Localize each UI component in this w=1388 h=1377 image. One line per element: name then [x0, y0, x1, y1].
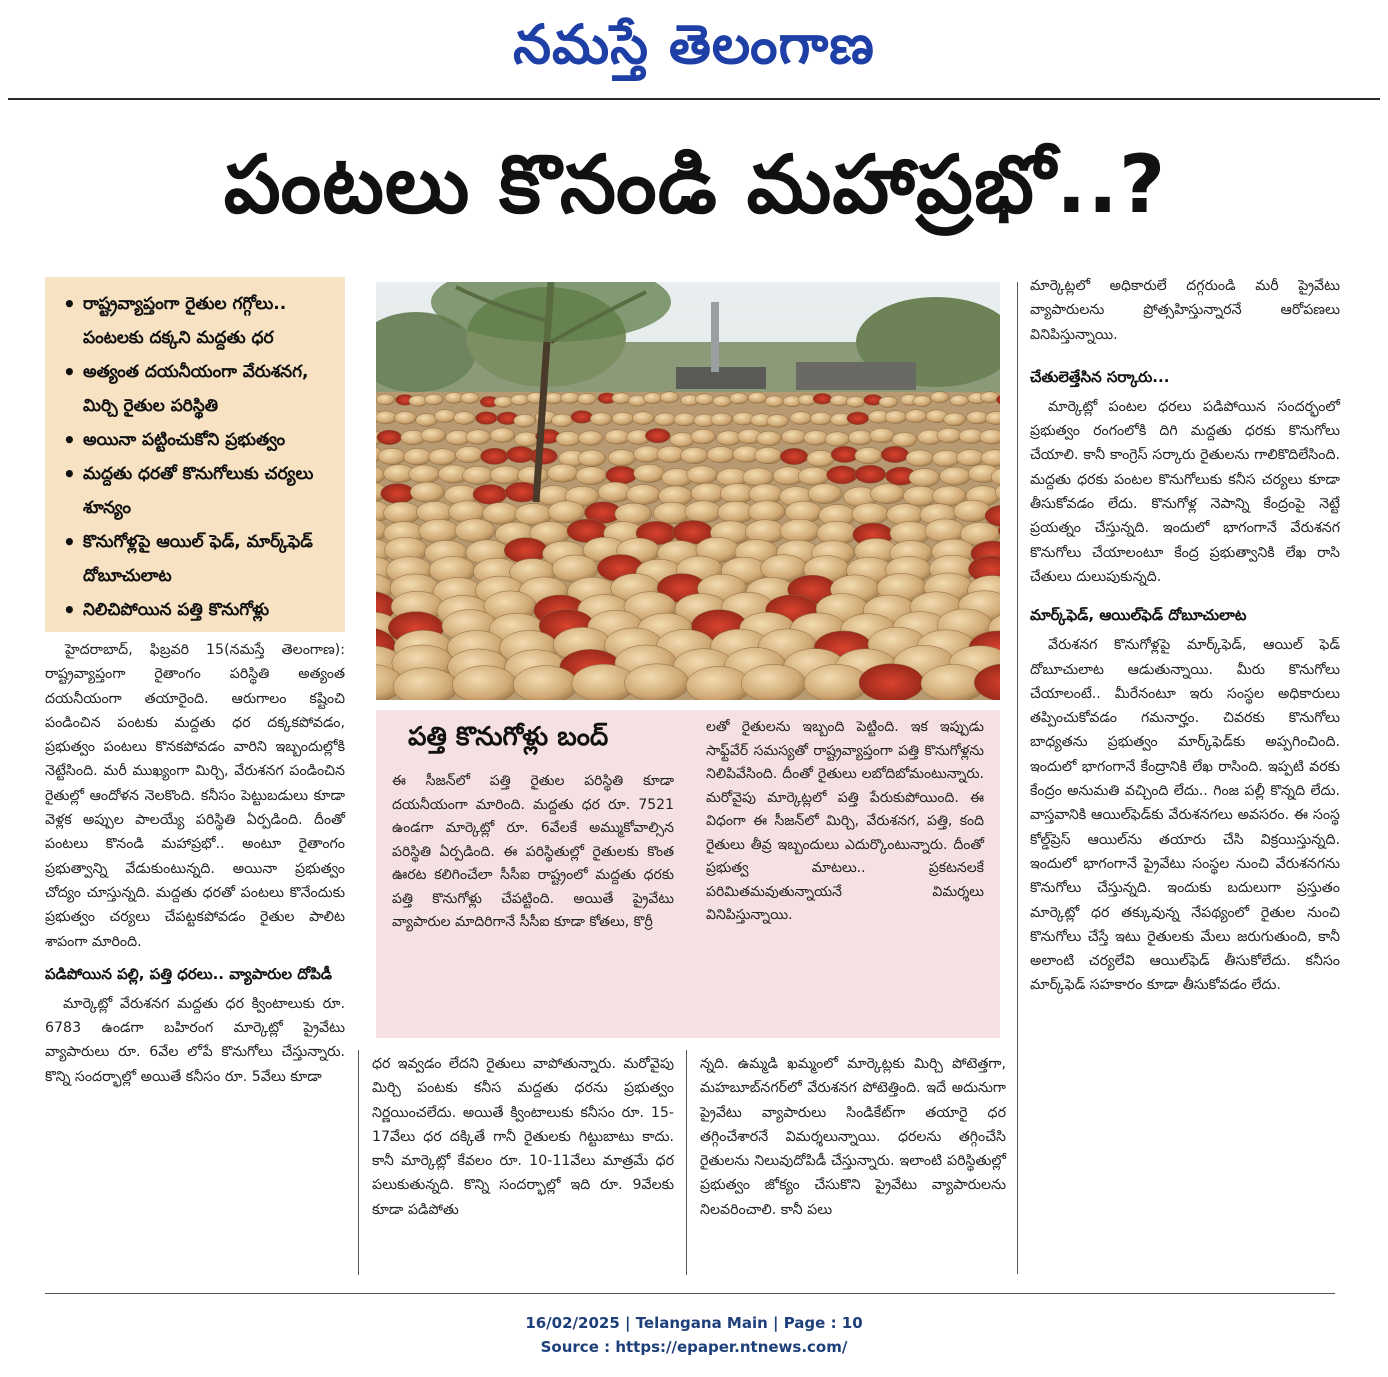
jute-sack	[466, 430, 491, 445]
jute-sack	[483, 503, 520, 525]
jute-sack	[717, 431, 742, 446]
footer-divider	[45, 1293, 1335, 1294]
chili-pile	[827, 466, 858, 484]
jute-sack	[748, 392, 767, 403]
page-headline: పంటలు కొనండి మహాప్రభో..?	[223, 138, 1167, 231]
jute-sack	[852, 503, 889, 525]
section-subhead: చేతులెత్తేసిన సర్కారు...	[1030, 367, 1170, 386]
chili-pile	[859, 664, 924, 700]
jute-sack	[419, 519, 459, 543]
jute-sack	[848, 430, 873, 445]
jute-sack	[940, 467, 971, 485]
jute-sack	[754, 447, 782, 463]
jute-sack	[455, 519, 495, 543]
chili-pile	[571, 411, 593, 424]
article-column-1	[45, 638, 345, 1089]
article-paragraph: వేరుశనగ కొనుగోళ్లపై మార్క్‌ఫెడ్, ఆయిల్ ఫెడ్ దోబూచులాట ఆడుతున్నాయి. మీరు కొనుగోలు చేయాలంటే.. మీరేనంటూ ఇరు సంస్థల అధికారులు తప్పించుకోవడం గమనార్హం. చివరకు కొనుగోలు బాధ్యతను ప్రభుత్వం మార్క్‌ఫెడ్‌కు అప్పగించింది. ఇందులో భాగంగానే కేంద్రానికి లేఖ రాసింది. ఇప్పటి వరకు కేంద్రం అనుమతి వచ్చింది లేదు.. గింజ పల్లీ కొన్నది లేదు. వాస్తవానికి ఆయిల్‌ఫెడ్‌కు వేరుశనగలు అవసరం. ఈ సంస్థ కోల్డ్‌ప్రెస్ ఆయిల్‌ను తయారు చేసి విక్రయిస్తున్నది. ఇందులో భాగంగానే ప్రైవేటు సంస్థల నుంచి వేరుశనగను కొనుగోలు చేస్తున్నది. ఇందుకు బదులుగా ప్రస్తుతం మార్కెట్లో ధర తక్కువున్న నేపథ్యంలో రైతుల నుంచి కొనుగోలు చేస్తే ఇటు రైతులకు మేలు జరుగుతుంది, కానీ అలాంటి చర్యలేవి ఆయిల్‌ఫెడ్ తీసుకోలేదు. కనీసం మార్క్‌ఫెడ్ సహకారం కూడా తీసుకోవడం లేదు.	[1030, 637, 1340, 994]
jute-sack	[612, 393, 631, 404]
jute-sack	[514, 432, 539, 447]
section-subhead: పడిపోయిన పల్లి, పత్తి ధరలు.. వ్యాపారుల దోపిడీ	[45, 964, 333, 983]
jute-sack	[384, 502, 421, 524]
cotton-box-title: పత్తి కొనుగోళ్లు బంద్	[408, 722, 609, 752]
jute-sack	[429, 449, 457, 465]
jute-sack	[930, 392, 949, 403]
cotton-box-column-left: ఈ సీజన్‌లో పత్తి రైతుల పరిస్థితి కూడా దయనీయంగా మారింది. మద్దతు ధర రూ. 7521 ఉండగా మార్కెట్లో రూ. 6వేలకే అమ్ముకోవాల్సిన పరిస్థితి ఏర్పడింది. ఈ పరిస్థితుల్లో రైతులకు కొంత ఊరట కలిగించేలా సీసీఐ రాష్ట్రంలో మద్దతు ధరకు పత్తి కొనుగోళ్లు చేపట్టింది. అయితే ప్రైవేటు వ్యాపారుల మాదిరిగానే సీసీఐ కూడా కోతలు, కొర్రీ	[392, 773, 674, 930]
jute-sack	[798, 467, 829, 485]
jute-sack	[825, 432, 850, 447]
jute-sack	[513, 666, 578, 701]
jute-sack	[906, 450, 934, 466]
jute-sack	[871, 484, 905, 504]
chili-pile	[377, 430, 402, 445]
jute-sack	[713, 396, 732, 407]
jute-sack	[687, 466, 718, 484]
chili-pile	[855, 465, 886, 483]
column-divider	[358, 1050, 359, 1275]
jute-sack	[452, 666, 517, 700]
jute-sack	[905, 410, 927, 423]
jute-sack	[932, 450, 960, 466]
highlight-item: • అయినా పట్టించుకోని ప్రభుత్వం	[61, 423, 339, 457]
jute-sack	[782, 429, 807, 444]
article-paragraph: మార్కెట్లో వేరుశనగ మద్దతు ధర క్వింటాలుకు రూ. 6783 ఉండగా బహిరంగ మార్కెట్లో ప్రైవేటు వ్యాపారులు రూ. 6వేల లోపే కొనుగోలు చేస్తున్నారు. కొన్ని సందర్భాల్లో అయితే కనీసం రూ. 5వేలు కూడా	[45, 995, 345, 1085]
jute-sack	[892, 432, 917, 447]
chili-pile	[481, 448, 509, 464]
jute-sack	[590, 413, 612, 426]
jute-sack	[846, 396, 865, 407]
column-divider	[1017, 282, 1018, 1274]
jute-sack	[409, 465, 440, 483]
jute-sack	[980, 392, 999, 403]
highlight-item: • అత్యంత దయనీయంగా వేరుశనగ, మిర్చి రైతుల పరిస్థితి	[61, 355, 339, 423]
jute-sack	[909, 469, 940, 487]
jute-sack	[967, 411, 989, 424]
jute-sack	[743, 468, 774, 486]
section-subhead: మార్క్‌ఫెడ్, ఆయిల్‌ఫెడ్ దోబూచులాట	[1030, 606, 1247, 625]
jute-sack	[376, 394, 395, 405]
chili-pile	[881, 446, 909, 462]
jute-sack	[674, 413, 696, 426]
jute-sack	[578, 450, 606, 466]
highlight-item: • కొనుగోళ్లపై ఆయిల్ ఫెడ్, మార్క్‌ఫెడ్ దోబూచులాట	[61, 525, 339, 593]
chili-pile	[530, 448, 558, 464]
article-intro-paragraph: హైదరాబాద్, ఫిబ్రవరి 15(నమస్తే తెలంగాణ): రాష్ట్రవ్యాప్తంగా రైతాంగం పరిస్థితి అత్యంత దయనీయంగా తయారైంది. ఆరుగాలం కష్టించి పండించిన పంటకు మద్దతు ధర దక్కకపోవడం, ప్రభుత్వం పంటలు కొనకపోవడం వారిని ఇబ్బందుల్లోకి నెట్టేసింది. మరీ ముఖ్యంగా మిర్చి, వేరుశనగ పండించిన రైతుల్లో ఆందోళన నెలకొంది. కనీసం పెట్టుబడులు కూడా వెళ్లక అప్పుల పాలయ్యే పరిస్థితి ఏర్పడింది. దీంతో పంటలు కొనండి మహాప్రభో.. అంటూ రైతాంగం ప్రభుత్వాన్ని వేడుకుంటున్నది. అయినా ప్రభుత్వం చోద్యం చూస్తున్నది. మద్దతు ధరతో పంటలు కొనేందుకు ప్రభుత్వం చర్యలు చేపట్టకపోవడం రైతుల పాలిట శాపంగా మారింది.	[45, 642, 345, 950]
jute-sack	[395, 411, 417, 424]
jute-sack	[950, 395, 969, 406]
jute-sack	[711, 413, 733, 426]
jute-sack	[810, 412, 832, 425]
jute-sack	[518, 466, 549, 484]
jute-sack	[937, 428, 962, 443]
jute-sack	[830, 395, 849, 406]
jute-sack	[551, 414, 573, 427]
jute-sack	[913, 396, 932, 407]
jute-sack	[644, 393, 663, 404]
jute-sack	[691, 483, 725, 503]
cotton-box-column-right: లతో రైతులను ఇబ్బంది పెట్టింది. ఇక ఇప్పుడు సాఫ్ట్‌వేర్ సమస్యతో రాష్ట్రవ్యాప్తంగా పత్తి కొనుగోళ్లను నిలిపివేసింది. దీంతో రైతులు లబోదిబోమంటున్నారు. మరోవైపు మార్కెట్లలో పత్తి పేరుకుపోయింది. ఈ విధంగా ఈ సీజన్‌లో మిర్చి, వేరుశనగ, పత్తి, కంది రైతులు తీవ్ర ఇబ్బందులు ఎదుర్కొంటున్నారు. దీంతో ప్రభుత్వ మాటలు.. ప్రకటనలకే పరిమితమవుతున్నాయనే విమర్శలు వినిపిస్తున్నాయి.	[706, 719, 984, 923]
jute-sack	[632, 412, 654, 425]
jute-sack	[790, 412, 812, 425]
jute-sack	[548, 501, 585, 523]
jute-sack	[612, 412, 634, 425]
article-column-3: న్నది. ఉమ్మడి ఖమ్మంలో మార్కెట్లకు మిర్చి పోటెత్తగా, మహబూబ్‌నగర్‌లో వేరుశనగ పోటెత్తింది. ఇదే అదునుగా ప్రైవేటు వ్యాపారులు సిండికేట్‌గా తయారై ధర తగ్గించేశారనే విమర్శలున్నాయి. ధరలను తగ్గించేసి రైతులను నిలువుదోపిడీ చేస్తున్నారు. ఇలాంటి పరిస్థితుల్లో ప్రభుత్వం జోక్యం చేసుకొని ప్రైవేటు వ్యాపారులను నిలవరించాలి. కానీ పలు	[700, 1056, 1006, 1218]
chili-pile	[780, 448, 808, 464]
jute-sack	[424, 394, 443, 405]
jute-sack	[576, 467, 607, 485]
jute-sack	[780, 519, 820, 543]
jute-sack	[490, 466, 521, 484]
jute-sack	[434, 410, 456, 423]
article-paragraph: మార్కెట్లో పంటల ధరలు పడిపోయిన సందర్భంలో ప్రభుత్వం రంగంలోకి దిగి మద్దతు ధరకు కొనుగోలు చేయాలి. కానీ కాంగ్రెస్ సర్కారు రైతులను గాలికొదిలేసింది. మద్దతు ధరకు పంటల కొనుగోలుకు కనీస చర్యలు కూడా తీసుకోవడం లేదు. కొనుగోళ్ల నెపాన్ని కేంద్రంపై నెట్టే ప్రయత్నం చేస్తున్నది. ఇందులో భాగంగానే వేరుశనగ కొనుగోలు చేయాలంటూ కేంద్ర ప్రభుత్వానికి లేఖ రాసి చేతులు దులుపుకున్నది.	[1030, 398, 1340, 585]
jute-sack	[494, 396, 513, 407]
jute-sack	[416, 414, 438, 427]
chili-pile	[847, 412, 869, 425]
edition-info: 16/02/2025 | Telangana Main | Page : 10	[525, 1314, 863, 1332]
chili-pile	[606, 466, 637, 484]
jute-sack	[625, 664, 690, 700]
chili-pile	[813, 393, 832, 404]
jute-sack	[807, 451, 835, 467]
jute-sack	[757, 431, 782, 446]
highlights-box	[45, 277, 345, 632]
jute-sack	[707, 447, 735, 463]
jute-sack	[879, 397, 898, 408]
jute-sack	[454, 412, 476, 425]
jute-sack	[378, 448, 406, 464]
jute-sack	[556, 431, 581, 446]
jute-sack	[660, 392, 679, 403]
jute-sack	[514, 414, 536, 427]
jute-sack	[695, 394, 714, 405]
masthead-logo: నమస్తే తెలంగాణ	[513, 12, 875, 76]
jute-sack	[654, 413, 676, 426]
highlight-item: • మద్దతు ధరతో కొనుగోలుకు చర్యలు శూన్యం	[61, 457, 339, 525]
jute-sack	[741, 664, 806, 700]
column-divider	[686, 1050, 687, 1275]
jute-sack	[561, 392, 580, 403]
market-photo	[376, 282, 1000, 700]
jute-sack	[463, 466, 494, 484]
jute-sack	[608, 450, 636, 466]
jute-sack	[730, 393, 749, 404]
jute-sack	[885, 411, 907, 424]
article-column-4	[1030, 274, 1340, 998]
chili-pile	[476, 412, 498, 425]
jute-sack	[957, 450, 985, 466]
jute-sack	[547, 464, 578, 482]
jute-sack	[765, 396, 784, 407]
article-paragraph: మార్కెట్లలో అధికారులే దగ్గరుండి మరీ ప్రైవేటు వ్యాపారులను ప్రోత్సహిస్తున్నారనే ఆరోపణలు వినిపిస్తున్నాయి.	[1030, 278, 1340, 343]
jute-sack	[691, 429, 716, 444]
jute-sack	[808, 484, 842, 504]
jute-sack	[455, 446, 483, 462]
jute-sack	[767, 415, 789, 428]
jute-sack	[511, 394, 530, 405]
jute-sack	[681, 447, 709, 463]
jute-sack	[376, 411, 397, 424]
jute-sack	[944, 413, 966, 426]
jute-sack	[461, 392, 480, 403]
highlight-item: • నిలిచిపోయిన పత్తి కొనుగోళ్లు	[61, 593, 339, 627]
jute-sack	[404, 448, 432, 464]
jute-sack	[748, 501, 785, 523]
article-column-2: ధర ఇవ్వడం లేదని రైతులు వాపోతున్నారు. మరోవైపు మిర్చి పంటకు కనీస మద్దతు ధరను ప్రభుత్వం నిర్ణయించలేదు. అయితే క్వింటాలుకు కనీసం రూ. 15-17వేలు ధర దక్కితే గానీ రైతులకు గిట్టుబాటు కాదు. కానీ మార్కెట్లో కేవలం రూ. 10-11వేలు మాత్రమే ధర పలుకుతున్నది. కొన్ని సందర్భాల్లో ఇది రూ. 9వేలకు కూడా పడిపోతు	[372, 1056, 674, 1218]
jute-sack	[578, 431, 603, 446]
jute-sack	[605, 430, 630, 445]
jute-sack	[855, 447, 883, 463]
jute-sack	[870, 428, 895, 443]
jute-sack	[410, 482, 444, 502]
source-link[interactable]: Source : https://epaper.ntnews.com/	[540, 1338, 848, 1356]
chili-pile	[473, 484, 507, 504]
chili-pile	[831, 446, 859, 462]
jute-sack	[979, 430, 1000, 445]
jute-sack	[925, 519, 965, 543]
jute-sack	[804, 431, 829, 446]
jute-sack	[490, 428, 515, 443]
jute-sack	[421, 428, 446, 443]
chili-pile	[381, 484, 415, 504]
highlight-item: • రాష్ట్రవ్యాప్తంగా రైతుల గగ్గోలు.. పంటలకు దక్కని మద్దతు ధర	[61, 287, 339, 355]
chili-pile	[645, 428, 670, 443]
jute-sack	[685, 501, 722, 523]
jute-sack	[578, 393, 597, 404]
jute-sack	[954, 500, 991, 522]
jute-sack	[626, 485, 660, 505]
jute-sack	[634, 464, 665, 482]
masthead-divider	[8, 98, 1380, 100]
